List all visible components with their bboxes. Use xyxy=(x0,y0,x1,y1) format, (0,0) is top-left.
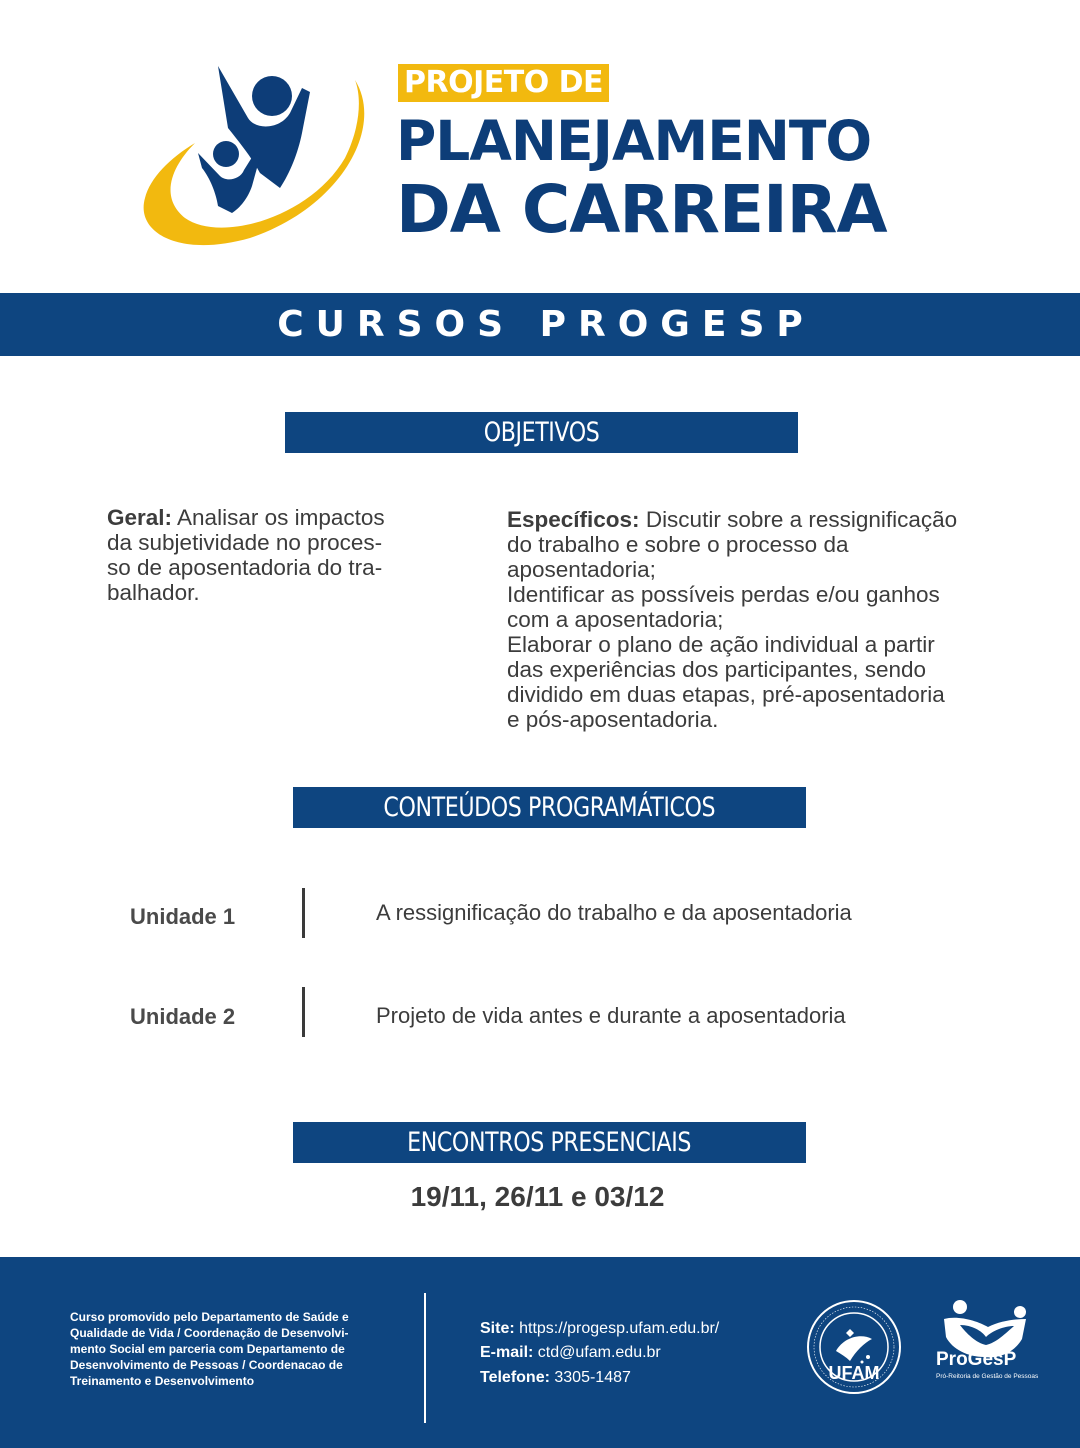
header-title-line-2: DA CARREIRA xyxy=(396,171,887,248)
objetivo-geral-text: Analisar os impactos xyxy=(172,505,385,530)
contact-email-label: E-mail: xyxy=(480,1344,534,1361)
encontros-heading xyxy=(293,1122,806,1163)
career-logo-icon xyxy=(140,58,370,248)
unit-1-divider xyxy=(302,888,305,938)
unit-2-label: Unidade 2 xyxy=(130,1004,236,1029)
objetivos-especificos-line-1 xyxy=(507,507,1047,532)
objetivo-geral-line-3: so de aposentadoria do tra- xyxy=(107,555,383,580)
header-title-line-1: PLANEJAMENTO xyxy=(396,109,872,173)
contact-site[interactable] xyxy=(480,1319,719,1339)
objetivo-geral-line-1 xyxy=(107,505,442,530)
objetivo-geral-label: Geral: xyxy=(107,505,173,530)
unit-1-label: Unidade 1 xyxy=(130,904,236,929)
header-kicker: PROJETO DE xyxy=(398,64,609,102)
footer-divider xyxy=(424,1293,426,1423)
contact-phone-value: 3305-1487 xyxy=(549,1369,631,1386)
footer-credit-line-3: mento Social em parceria com Departamento de xyxy=(70,1342,345,1356)
conteudos-heading xyxy=(293,787,806,828)
contact-email[interactable] xyxy=(480,1343,661,1363)
objetivos-especificos-line-8: dividido em duas etapas, pré-aposentadoria xyxy=(507,682,945,707)
contact-site-link[interactable]: https://progesp.ufam.edu.br/ xyxy=(514,1320,720,1337)
footer-credit xyxy=(70,1309,400,1389)
unit-2-text: Projeto de vida antes e durante a aposentadoria xyxy=(376,1003,846,1028)
progesp-subtitle: Pró-Reitoria de Gestão de Pessoas xyxy=(936,1373,1039,1380)
objetivos-especificos-line-3: aposentadoria; xyxy=(507,557,656,582)
objetivos-especificos-line-7: das experiências dos participantes, sendo xyxy=(507,657,927,682)
contact-phone xyxy=(480,1368,631,1388)
unit-1-text: A ressignificação do trabalho e da aposentadoria xyxy=(376,900,852,925)
meeting-dates: 19/11, 26/11 e 03/12 xyxy=(410,1181,665,1212)
objetivos-especificos-text: Discutir sobre a ressignificação xyxy=(639,507,958,532)
objetivo-geral xyxy=(107,505,442,605)
contact-site-label: Site: xyxy=(480,1320,515,1337)
contact-email-link[interactable]: ctd@ufam.edu.br xyxy=(533,1344,661,1361)
footer xyxy=(0,1257,1080,1448)
objetivos-especificos-line-6: Elaborar o plano de ação individual a partir xyxy=(507,632,935,657)
objetivos-especificos-line-5: com a aposentadoria; xyxy=(507,607,724,632)
objetivos-especificos xyxy=(507,507,1047,732)
objetivos-heading xyxy=(285,412,798,453)
unit-2-divider xyxy=(302,987,305,1037)
progesp-name: ProGesP xyxy=(936,1349,1017,1370)
ufam-label: UFAM xyxy=(828,1363,880,1383)
objetivo-geral-line-4: balhador. xyxy=(107,580,200,605)
conteudos-heading-label: CONTEÚDOS PROGRAMÁTICOS xyxy=(383,792,716,823)
contact-phone-label: Telefone: xyxy=(480,1369,550,1386)
footer-credit-line-5: Treinamento e Desenvolvimento xyxy=(70,1374,255,1388)
objetivo-geral-line-2: da subjetividade no proces- xyxy=(107,530,383,555)
courses-band: CURSOS PROGESP xyxy=(0,293,1080,356)
objetivos-especificos-label: Específicos: xyxy=(507,507,640,532)
objetivos-heading-label: OBJETIVOS xyxy=(483,417,600,448)
footer-credit-line-2: Qualidade de Vida / Coordenação de Desenvolvi- xyxy=(70,1326,349,1340)
footer-credit-line-1: Curso promovido pelo Departamento de Saúde e xyxy=(70,1310,349,1324)
objetivos-especificos-line-2: do trabalho e sobre o processo da xyxy=(507,532,849,557)
encontros-heading-label: ENCONTROS PRESENCIAIS xyxy=(407,1127,692,1158)
footer-credit-line-4: Desenvolvimento de Pessoas / Coordenacao de xyxy=(70,1358,343,1372)
objetivos-especificos-line-4: Identificar as possíveis perdas e/ou ganhos xyxy=(507,582,940,607)
objetivos-especificos-line-9: e pós-aposentadoria. xyxy=(507,707,719,732)
